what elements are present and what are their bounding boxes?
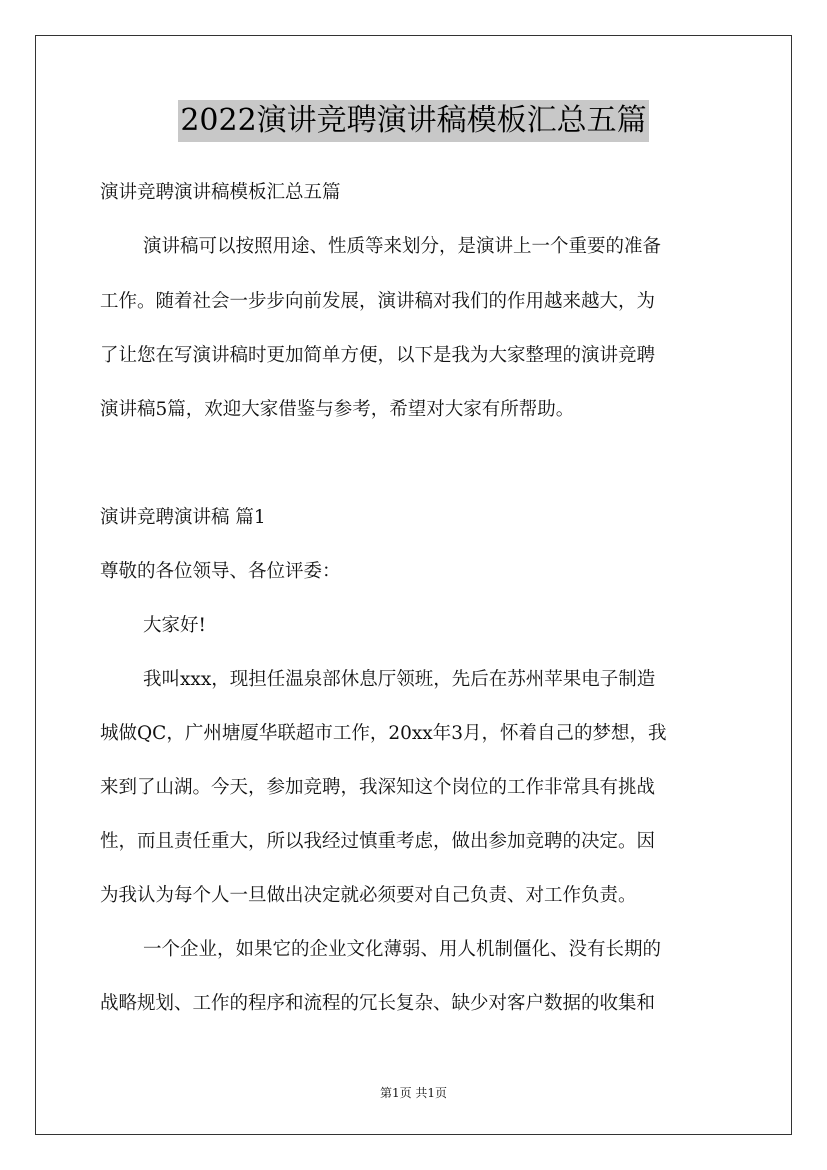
body-line: 战略规划、工作的程序和流程的冗长复杂、缺少对客户数据的收集和	[100, 993, 656, 1014]
body-line: 来到了山湖。今天，参加竞聘，我深知这个岗位的工作非常具有挑战	[100, 777, 656, 798]
intro-line: 了让您在写演讲稿时更加简单方便，以下是我为大家整理的演讲竞聘	[100, 345, 656, 366]
salutation: 尊敬的各位领导、各位评委：	[100, 561, 341, 582]
title-container	[0, 100, 827, 142]
document-subtitle: 演讲竞聘演讲稿模板汇总五篇	[100, 182, 341, 203]
body-line: 我叫xxx，现担任温泉部休息厅领班，先后在苏州苹果电子制造	[143, 669, 656, 690]
body-line: 为我认为每个人一旦做出决定就必须要对自己负责、对工作负责。	[100, 885, 637, 906]
body-line: 城做QC，广州塘厦华联超市工作，20xx年3月，怀着自己的梦想，我	[100, 723, 667, 744]
intro-line: 演讲稿5篇，欢迎大家借鉴与参考，希望对大家有所帮助。	[100, 399, 575, 420]
intro-line: 演讲稿可以按照用途、性质等来划分，是演讲上一个重要的准备	[143, 236, 662, 257]
body-line: 性，而且责任重大，所以我经过慎重考虑，做出参加竞聘的决定。因	[100, 831, 656, 852]
intro-line: 工作。随着社会一步步向前发展，演讲稿对我们的作用越来越大，为	[100, 291, 656, 312]
document-title: 2022演讲竞聘演讲稿模板汇总五篇	[178, 100, 648, 142]
page-footer: 第1页 共1页	[379, 1086, 448, 1100]
greeting: 大家好!	[143, 615, 206, 636]
section-heading: 演讲竞聘演讲稿 篇1	[100, 507, 266, 528]
body-line: 一个企业，如果它的企业文化薄弱、用人机制僵化、没有长期的	[143, 939, 662, 960]
